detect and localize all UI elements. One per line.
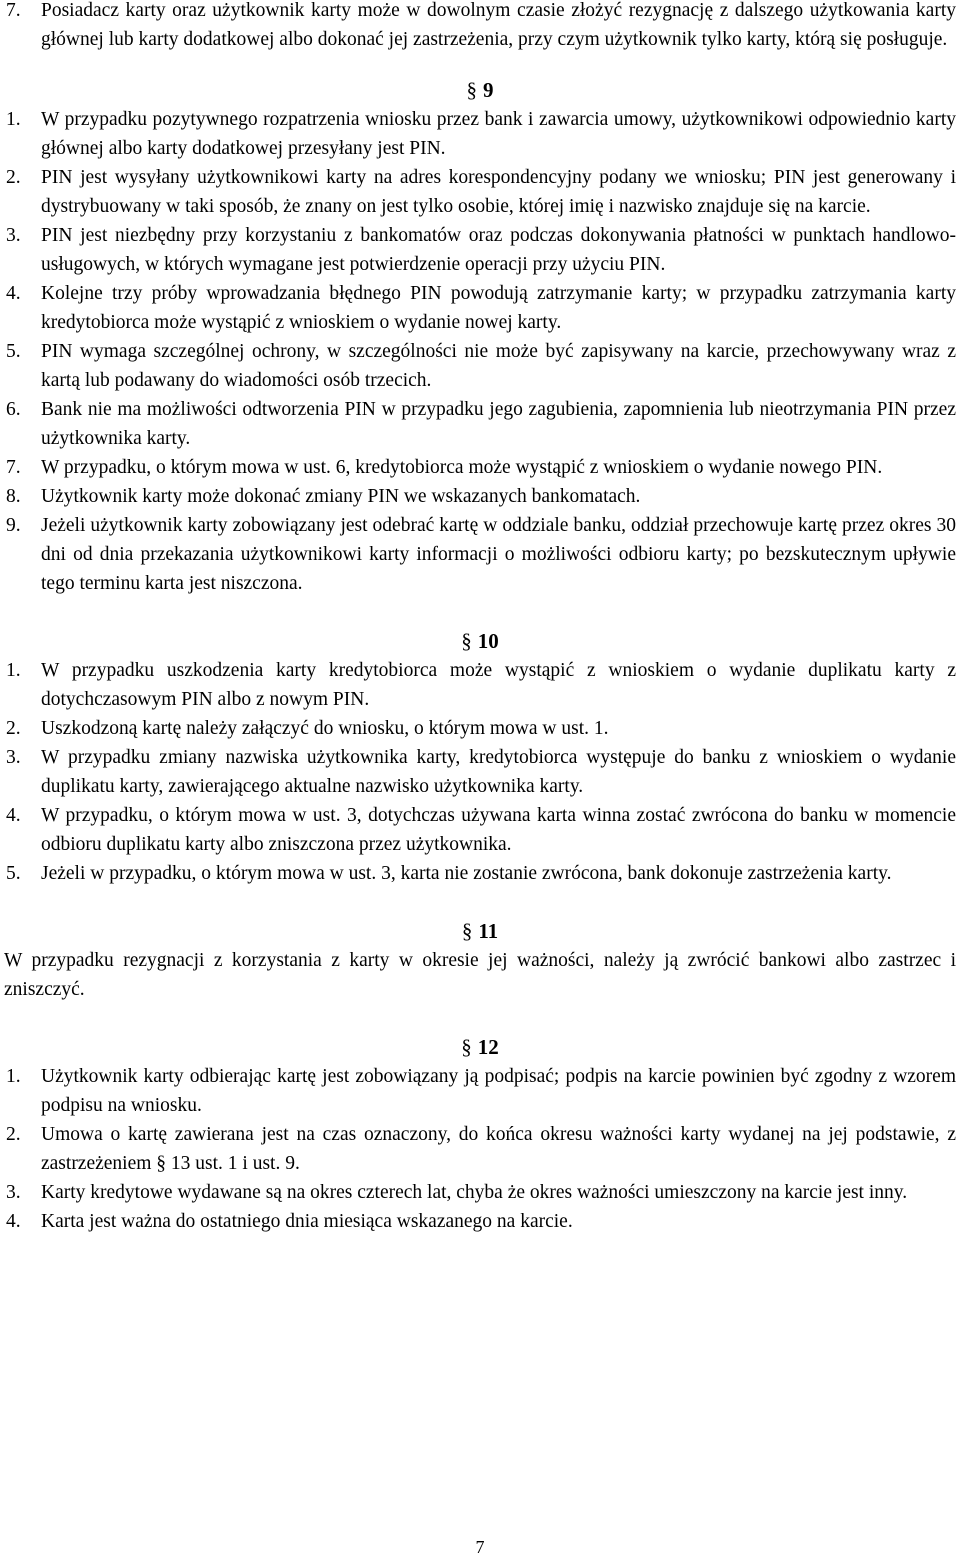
section-symbol: § [466, 78, 477, 102]
item-text: Jeżeli w przypadku, o którym mowa w ust. 3, karta nie zostanie zwrócona, bank dokonuje zastrzeżenia karty. [41, 863, 892, 884]
list-item [0, 743, 960, 801]
item-text: Umowa o kartę zawierana jest na czas oznaczony, do końca okresu ważności karty wydanej na jej podstawie, z zastrzeżeniem § 13 ust. 1 i ust. 9. [41, 1124, 956, 1174]
item-number: 8. [6, 486, 21, 507]
item-text: W przypadku pozytywnego rozpatrzenia wniosku przez bank i zawarcia umowy, użytkownikowi odpowiednio karty głównej albo karty dodatkowej przesyłany jest PIN. [41, 109, 956, 159]
section-number: 11 [478, 919, 499, 943]
item-text: W przypadku, o którym mowa w ust. 3, dotychczas używana karta winna zostać zwrócona do banku w momencie odbioru duplikatu karty albo zniszczona przez użytkownika. [41, 805, 956, 855]
item-text: Karty kredytowe wydawane są na okres czterech lat, chyba że okres ważności umieszczony na karcie jest inny. [41, 1182, 908, 1203]
list-item [0, 395, 960, 453]
section-symbol: § [461, 629, 472, 653]
list-item [0, 1207, 960, 1236]
section-10-list [0, 656, 960, 888]
item-text: Kolejne trzy próby wprowadzania błędnego PIN powodują zatrzymanie karty; w przypadku zatrzymania karty kredytobiorca może wystąpić z wnioskiem o wydanie nowej karty. [41, 283, 956, 333]
item-text: PIN jest wysyłany użytkownikowi karty na adres korespondencyjny podany we wniosku; PIN jest generowany i dystrybuowany w taki sposób, że znany on jest tylko osobie, której imię i nazwisko znajduje się na karcie. [41, 167, 956, 217]
list-item [0, 714, 960, 743]
item-number: 9. [6, 515, 21, 536]
section-heading [0, 1033, 960, 1062]
page-number: 7 [475, 1537, 485, 1557]
section-heading [0, 917, 960, 946]
item-text: Użytkownik karty odbierając kartę jest zobowiązany ją podpisać; podpis na karcie powinien być zgodny z wzorem podpisu na wniosku. [41, 1066, 956, 1116]
item-number: 1. [6, 1066, 21, 1087]
item-text: Jeżeli użytkownik karty zobowiązany jest odebrać kartę w oddziale banku, oddział przechowuje kartę przez okres 30 dni od dnia przekazania użytkownikowi karty informacji o możliwości odbioru karty; po bezskutecznym upływie tego terminu karta jest niszczona. [41, 515, 956, 594]
item-number: 3. [6, 1182, 21, 1203]
item-text: Uszkodzoną kartę należy załączyć do wniosku, o którym mowa w ust. 1. [41, 718, 609, 739]
list-item [0, 511, 960, 598]
list-item [0, 279, 960, 337]
section-8-list [0, 0, 960, 54]
item-text: Karta jest ważna do ostatniego dnia miesiąca wskazanego na karcie. [41, 1211, 573, 1232]
item-number: 3. [6, 225, 21, 246]
item-number: 1. [6, 109, 21, 130]
section-heading [0, 76, 960, 105]
item-text: Posiadacz karty oraz użytkownik karty może w dowolnym czasie złożyć rezygnację z dalszego użytkowania karty głównej lub karty dodatkowej albo dokonać jej zastrzeżenia, przy czym użytkownik tylko karty, którą się posługuje. [41, 0, 956, 50]
section-number: 10 [477, 629, 499, 653]
list-item [0, 1062, 960, 1120]
item-text: W przypadku, o którym mowa w ust. 6, kredytobiorca może wystąpić z wnioskiem o wydanie nowego PIN. [41, 457, 883, 478]
item-text: PIN wymaga szczególnej ochrony, w szczególności nie może być zapisywany na karcie, przechowywany wraz z kartą lub podawany do wiadomości osób trzecich. [41, 341, 956, 391]
list-item [0, 801, 960, 859]
section-paragraph: W przypadku rezygnacji z korzystania z karty w okresie jej ważności, należy ją zwrócić bankowi albo zastrzec i zniszczyć. [4, 950, 956, 1000]
section-number: 9 [483, 78, 494, 102]
section-number: 12 [477, 1035, 499, 1059]
item-number: 3. [6, 747, 21, 768]
list-item [0, 105, 960, 163]
item-number: 5. [6, 341, 21, 362]
section-9-list [0, 105, 960, 598]
list-item [0, 337, 960, 395]
list-item [0, 482, 960, 511]
item-text: Bank nie ma możliwości odtworzenia PIN w przypadku jego zagubienia, zapomnienia lub nieotrzymania PIN przez użytkownika karty. [41, 399, 956, 449]
list-item [0, 453, 960, 482]
list-item [0, 221, 960, 279]
item-number: 2. [6, 1124, 21, 1145]
item-text: W przypadku uszkodzenia karty kredytobiorca może wystąpić z wnioskiem o wydanie duplikatu karty z dotychczasowym PIN albo z nowym PIN. [41, 660, 956, 710]
list-item [0, 859, 960, 888]
list-item [0, 163, 960, 221]
item-number: 2. [6, 718, 21, 739]
list-item [0, 1178, 960, 1207]
section-heading [0, 627, 960, 656]
item-number: 4. [6, 283, 21, 304]
item-text: Użytkownik karty może dokonać zmiany PIN we wskazanych bankomatach. [41, 486, 641, 507]
item-number: 6. [6, 399, 21, 420]
list-item [0, 656, 960, 714]
item-text: W przypadku zmiany nazwiska użytkownika karty, kredytobiorca występuje do banku z wnioskiem o wydanie duplikatu karty, zawierającego aktualne nazwisko użytkownika karty. [41, 747, 956, 797]
section-12-list [0, 1062, 960, 1236]
item-number: 7. [6, 0, 21, 21]
item-number: 1. [6, 660, 21, 681]
section-symbol: § [461, 1035, 472, 1059]
list-item [0, 1120, 960, 1178]
item-text: PIN jest niezbędny przy korzystaniu z bankomatów oraz podczas dokonywania płatności w punktach handlowo-usługowych, w których wymagane jest potwierdzenie operacji przy użyciu PIN. [41, 225, 956, 275]
section-symbol: § [461, 919, 473, 943]
item-number: 2. [6, 167, 21, 188]
list-item [0, 0, 960, 54]
item-number: 4. [6, 1211, 21, 1232]
item-number: 4. [6, 805, 21, 826]
item-number: 7. [6, 457, 21, 478]
item-number: 5. [6, 863, 21, 884]
